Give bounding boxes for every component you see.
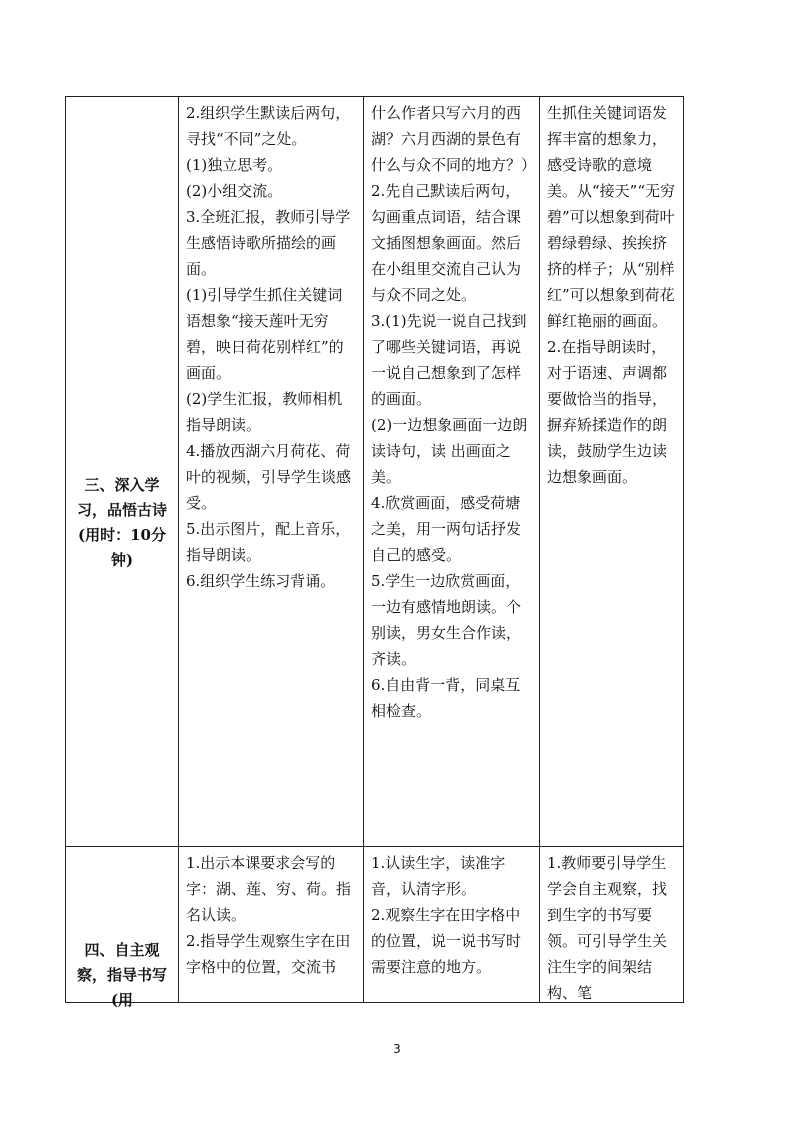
teacher-step: (2)小组交流。 [186,182,283,200]
student-step: 1.认读生字，读准字音，认清字形。 [371,854,506,898]
design-notes-cell [539,97,683,846]
student-activity-cell [363,847,539,1003]
teacher-step: 2.指导学生观察生字在田字格中的位置，交流书 [186,932,351,976]
teacher-step: 3.全班汇报，教师引导学生感悟诗歌所描绘的画面。 [186,208,351,278]
stage-label: 三、深入学习，品悟古诗(用时：10分钟) [76,476,167,569]
teacher-step: 6.组织学生练习背诵。 [186,572,336,590]
stage-label: 四、自主观察，指导书写(用 [76,941,167,1009]
teacher-step: 4.播放西湖六月荷花、荷叶的视频，引导学生谈感受。 [186,442,352,512]
note-paragraph: 2.在指导朗读时，对于语速、声调都要做恰当的指导，摒弃矫揉造作的朗读，鼓励学生边读边想象画面。 [547,338,668,486]
student-step: 5.学生一边欣赏画面，一边有感情地朗读。个别读，男女生合作读，齐读。 [371,572,522,668]
student-step: 6.自由背一背，同桌互相检查。 [371,676,521,720]
teacher-step: 5.出示图片，配上音乐，指导朗读。 [186,520,351,564]
lesson-plan-table [65,96,684,1009]
teacher-step: 1.出示本课要求会写的字：湖、莲、穷、荷。指名认读。 [186,854,352,924]
teacher-step: (2)学生汇报，教师相机指导朗读。 [186,390,343,434]
student-step: 2.观察生字在田字格中的位置，说一说书写时需要注意的地方。 [371,906,522,976]
student-step: 4.欣赏画面，感受荷塘之美，用一两句话抒发自己的感受。 [371,494,522,564]
student-step: 2.先自己默读后两句，勾画重点词语，结合课文插图想象画面。然后在小组里交流自己认为与众不同之处。 [371,182,522,304]
note-paragraph: 1.教师要引导学生学会自主观察，找到生字的书写要领。可引导学生关注生字的间架结构、笔 [547,854,668,1002]
note-paragraph: 生抓住关键词语发挥丰富的想象力，感受诗歌的意境美。从“接天”“无穷碧”可以想象到荷叶碧绿碧绿、挨挨挤挤的样子；从“别样红”可以想象到荷花鲜红艳丽的画面。 [547,104,676,330]
teacher-activity-cell [178,97,363,846]
design-notes-cell [539,847,683,1003]
teacher-step: (1)独立思考。 [186,156,283,174]
table-row [66,97,683,846]
student-step: 什么作者只写六月的西湖？六月西湖的景色有什么与众不同的地方？） [371,104,537,174]
page-number: 3 [393,1042,401,1056]
stage-cell [66,97,178,846]
student-step: 3.(1)先说一说自己找到了哪些关键词语，再说一说自己想象到了怎样的画面。 [371,312,527,408]
student-activity-cell [363,97,539,846]
table-row [66,846,683,1009]
teacher-activity-cell [178,847,363,1003]
teacher-step: (1)引导学生抓住关键词语想象“接天莲叶无穷碧，映日荷花别样红”的画面。 [186,286,344,382]
teacher-step: 2.组织学生默读后两句，寻找“不同”之处。 [186,104,351,148]
stage-cell [66,847,178,1009]
student-step: (2)一边想象画面一边朗读诗句，读 出画面之美。 [371,416,528,486]
